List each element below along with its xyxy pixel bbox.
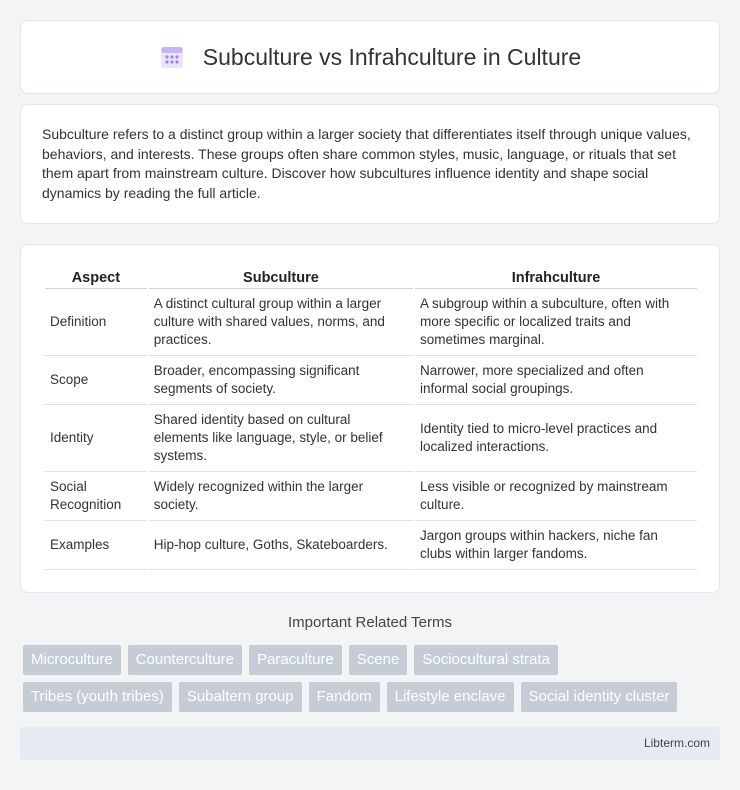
tag-tribes[interactable]: Tribes (youth tribes) <box>23 682 172 712</box>
tag-lifestyle-enclave[interactable]: Lifestyle enclave <box>387 682 514 712</box>
intro-card <box>20 104 720 224</box>
comparison-table-card <box>20 244 720 593</box>
subculture-cell: Broader, encompassing significant segments of society. <box>149 356 413 405</box>
infrahculture-cell: A subgroup within a subculture, often with more specific or localized traits and sometimes marginal. <box>415 289 697 356</box>
table-row <box>45 521 697 570</box>
aspect-cell: Identity <box>45 405 147 472</box>
subculture-cell: A distinct cultural group within a larger culture with shared values, norms, and practices. <box>149 289 413 356</box>
tag-sociocultural-strata[interactable]: Sociocultural strata <box>414 645 558 675</box>
aspect-cell: Definition <box>45 289 147 356</box>
footer-site-link[interactable]: Libterm.com <box>643 736 710 750</box>
header-card <box>20 20 720 94</box>
related-terms-heading: Important Related Terms <box>288 614 452 631</box>
infrahculture-cell: Jargon groups within hackers, niche fan clubs within larger fandoms. <box>415 521 697 570</box>
tag-social-identity-cluster[interactable]: Social identity cluster <box>521 682 678 712</box>
header-aspect: Aspect <box>45 267 147 289</box>
table-row <box>45 289 697 356</box>
intro-text: Subculture refers to a distinct group within a larger society that differentiates itself through unique values, behaviors, and interests. These groups often share common styles, music, language, or rituals that set them apart from mainstream culture. Discover how subcultures influence identity and shape social dynamics by reading the full article. <box>42 126 691 201</box>
tag-scene[interactable]: Scene <box>349 645 408 675</box>
comparison-table <box>43 267 699 570</box>
subculture-cell: Hip-hop culture, Goths, Skateboarders. <box>149 521 413 570</box>
infrahculture-cell: Identity tied to micro-level practices and localized interactions. <box>415 405 697 472</box>
title-wrap <box>159 44 581 71</box>
related-terms-row-1 <box>23 645 558 675</box>
related-terms-row-2 <box>23 682 677 712</box>
aspect-cell: Scope <box>45 356 147 405</box>
tag-fandom[interactable]: Fandom <box>309 682 380 712</box>
footer <box>20 727 720 760</box>
subculture-cell: Widely recognized within the larger society. <box>149 472 413 521</box>
table-row <box>45 405 697 472</box>
tag-paraculture[interactable]: Paraculture <box>249 645 342 675</box>
table-header-row <box>45 267 697 289</box>
page-title: Subculture vs Infrahculture in Culture <box>202 43 582 70</box>
tag-microculture[interactable]: Microculture <box>23 645 121 675</box>
header-subculture: Subculture <box>149 267 413 289</box>
infrahculture-cell: Narrower, more specialized and often informal social groupings. <box>415 356 697 405</box>
infrahculture-cell: Less visible or recognized by mainstream culture. <box>415 472 697 521</box>
table-row <box>45 472 697 521</box>
tag-subaltern-group[interactable]: Subaltern group <box>179 682 302 712</box>
aspect-cell: Social Recognition <box>45 472 147 521</box>
calendar-icon <box>159 44 185 70</box>
table-row <box>45 356 697 405</box>
aspect-cell: Examples <box>45 521 147 570</box>
tag-counterculture[interactable]: Counterculture <box>128 645 242 675</box>
header-infrahculture: Infrahculture <box>415 267 697 289</box>
subculture-cell: Shared identity based on cultural elements like language, style, or belief systems. <box>149 405 413 472</box>
